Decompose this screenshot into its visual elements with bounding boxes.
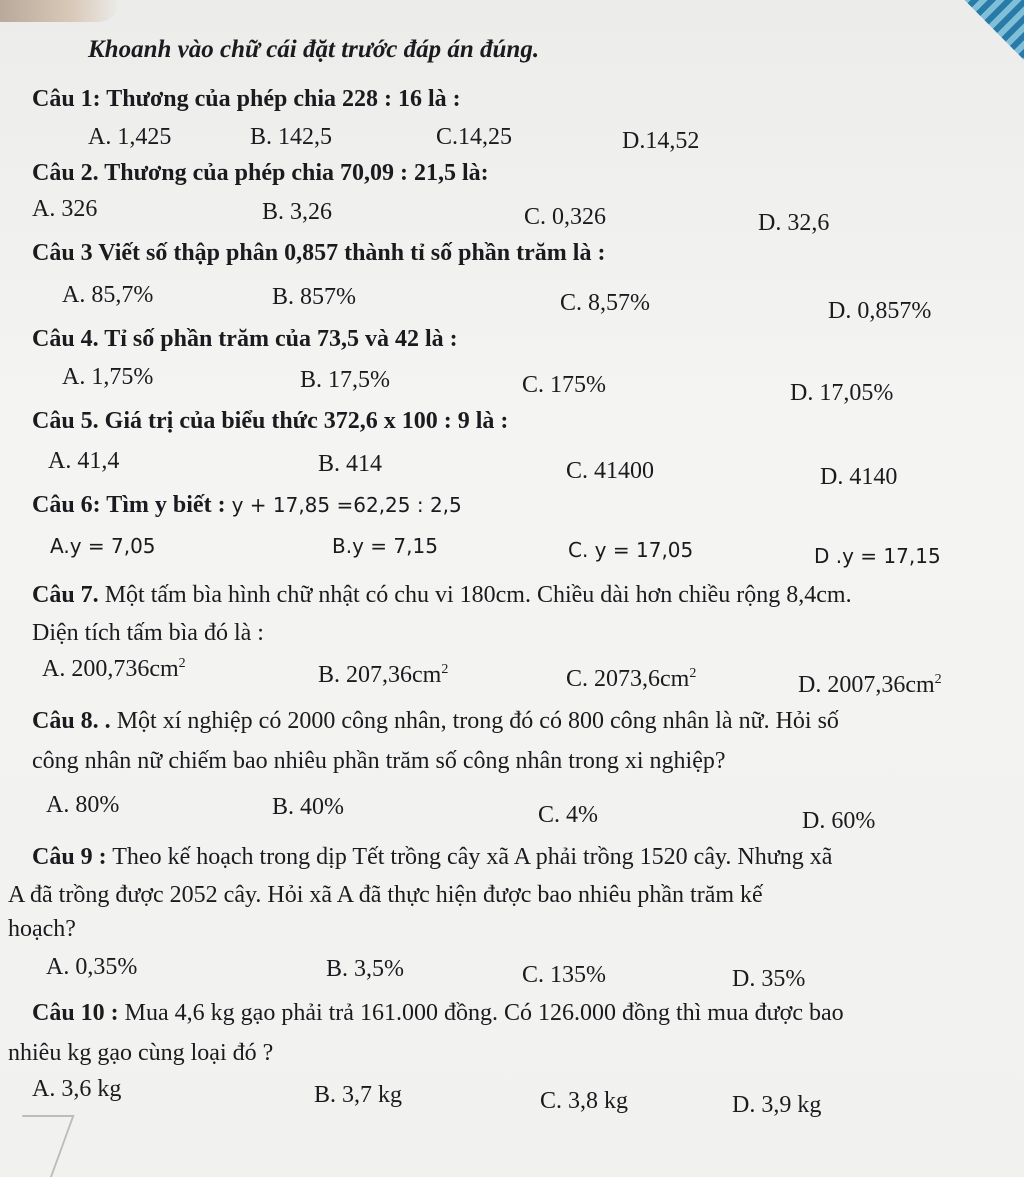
question-5-option-d[interactable]: D. 4140 <box>820 464 898 490</box>
question-7-option-c-label: C. 2073,6cm <box>566 666 690 692</box>
question-4-option-b[interactable]: B. 17,5% <box>300 367 390 393</box>
question-5-option-a[interactable]: A. 41,4 <box>48 448 120 474</box>
question-8-line1: Một xí nghiệp có 2000 công nhân, trong đó có 800 công nhân là nữ. Hỏi số <box>116 708 839 734</box>
question-10-text <box>32 1000 844 1027</box>
question-5-text: Câu 5. Giá trị của biểu thức 372,6 x 100 : 9 là : <box>32 408 509 434</box>
question-9-option-a[interactable]: A. 0,35% <box>46 954 138 980</box>
question-10-option-d[interactable]: D. 3,9 kg <box>732 1092 822 1118</box>
question-2-option-a[interactable]: A. 326 <box>32 196 98 222</box>
corner-decoration-left <box>0 0 120 22</box>
question-7-text <box>32 582 852 609</box>
question-2-text: Câu 2. Thương của phép chia 70,09 : 21,5 là: <box>32 160 489 186</box>
question-4-option-a[interactable]: A. 1,75% <box>62 364 154 390</box>
question-5-option-c[interactable]: C. 41400 <box>566 458 655 484</box>
question-4-text: Câu 4. Tỉ số phần trăm của 73,5 và 42 là : <box>32 326 458 352</box>
question-6-option-d[interactable]: D .y = 17,15 <box>814 544 941 568</box>
question-9-line1: Theo kế hoạch trong dịp Tết trồng cây xã A phải trồng 1520 cây. Nhưng xã <box>112 844 833 870</box>
question-10-option-c[interactable]: C. 3,8 kg <box>540 1088 629 1114</box>
question-2-option-d[interactable]: D. 32,6 <box>758 210 830 236</box>
question-2-option-b[interactable]: B. 3,26 <box>262 199 333 225</box>
question-7-option-c-exponent: 2 <box>689 666 697 681</box>
question-7-option-d-label: D. 2007,36cm <box>798 672 935 698</box>
question-6-expression: y + 17,85 =62,25 : 2,5 <box>231 493 462 517</box>
corner-decoration-right <box>954 0 1024 60</box>
question-2-option-c[interactable]: C. 0,326 <box>524 204 607 230</box>
question-6-option-a[interactable]: A.y = 7,05 <box>50 534 156 558</box>
question-10-line1: Mua 4,6 kg gạo phải trả 161.000 đồng. Có 126.000 đồng thì mua được bao <box>124 1000 844 1026</box>
question-7-option-d[interactable] <box>798 672 942 699</box>
question-9-line3: hoạch? <box>8 916 76 942</box>
question-3-option-a[interactable]: A. 85,7% <box>62 282 154 308</box>
question-6-option-c[interactable]: C. y = 17,05 <box>568 538 694 562</box>
question-9-label: Câu 9 : <box>32 844 107 870</box>
question-1-option-a[interactable]: A. 1,425 <box>88 124 172 150</box>
question-7-label: Câu 7. <box>32 582 99 608</box>
question-1-option-d[interactable]: D.14,52 <box>622 128 700 154</box>
question-6-text <box>32 492 462 519</box>
question-8-line2: công nhân nữ chiếm bao nhiêu phần trăm số công nhân trong xi nghiệp? <box>32 748 726 774</box>
question-7-option-b-exponent: 2 <box>441 662 449 677</box>
question-7-option-d-exponent: 2 <box>934 672 942 687</box>
question-7-line2: Diện tích tấm bìa đó là : <box>32 620 264 646</box>
corner-decoration-bottom-left <box>0 1115 75 1177</box>
question-8-option-d[interactable]: D. 60% <box>802 808 876 834</box>
question-4-option-c[interactable]: C. 175% <box>522 372 606 398</box>
question-1-option-b[interactable]: B. 142,5 <box>250 124 333 150</box>
question-6-option-b[interactable]: B.y = 7,15 <box>332 534 438 558</box>
question-9-option-b[interactable]: B. 3,5% <box>326 956 404 982</box>
question-8-label: Câu 8. . <box>32 708 111 734</box>
instruction-title: Khoanh vào chữ cái đặt trước đáp án đúng. <box>88 36 540 63</box>
question-7-option-a-exponent: 2 <box>178 656 186 671</box>
question-10-option-b[interactable]: B. 3,7 kg <box>314 1082 403 1108</box>
question-10-line2: nhiêu kg gạo cùng loại đó ? <box>8 1040 274 1066</box>
question-9-option-c[interactable]: C. 135% <box>522 962 606 988</box>
question-3-text: Câu 3 Viết số thập phân 0,857 thành tỉ số phần trăm là : <box>32 240 606 266</box>
question-7-option-a-label: A. 200,736cm <box>42 656 179 682</box>
question-9-text <box>32 844 832 871</box>
question-8-option-a[interactable]: A. 80% <box>46 792 120 818</box>
question-1-option-c[interactable]: C.14,25 <box>436 124 513 150</box>
question-3-option-c[interactable]: C. 8,57% <box>560 290 650 316</box>
question-10-option-a[interactable]: A. 3,6 kg <box>32 1076 122 1102</box>
question-6-label: Câu 6: Tìm y biết : <box>32 492 226 518</box>
question-7-option-b[interactable] <box>318 662 448 689</box>
question-1-text: Câu 1: Thương của phép chia 228 : 16 là : <box>32 86 461 112</box>
question-5-option-b[interactable]: B. 414 <box>318 451 383 477</box>
question-4-option-d[interactable]: D. 17,05% <box>790 380 894 406</box>
question-8-text <box>32 708 839 735</box>
question-9-option-d[interactable]: D. 35% <box>732 966 806 992</box>
question-7-option-b-label: B. 207,36cm <box>318 662 442 688</box>
question-8-option-b[interactable]: B. 40% <box>272 794 344 820</box>
question-7-option-c[interactable] <box>566 666 696 693</box>
question-9-line2: A đã trồng được 2052 cây. Hỏi xã A đã thực hiện được bao nhiêu phần trăm kế <box>8 882 763 908</box>
question-3-option-d[interactable]: D. 0,857% <box>828 298 932 324</box>
question-7-option-a[interactable] <box>42 656 186 683</box>
question-8-option-c[interactable]: C. 4% <box>538 802 598 828</box>
question-3-option-b[interactable]: B. 857% <box>272 284 356 310</box>
question-7-line1: Một tấm bìa hình chữ nhật có chu vi 180cm. Chiều dài hơn chiều rộng 8,4cm. <box>104 582 852 608</box>
question-10-label: Câu 10 : <box>32 1000 119 1026</box>
